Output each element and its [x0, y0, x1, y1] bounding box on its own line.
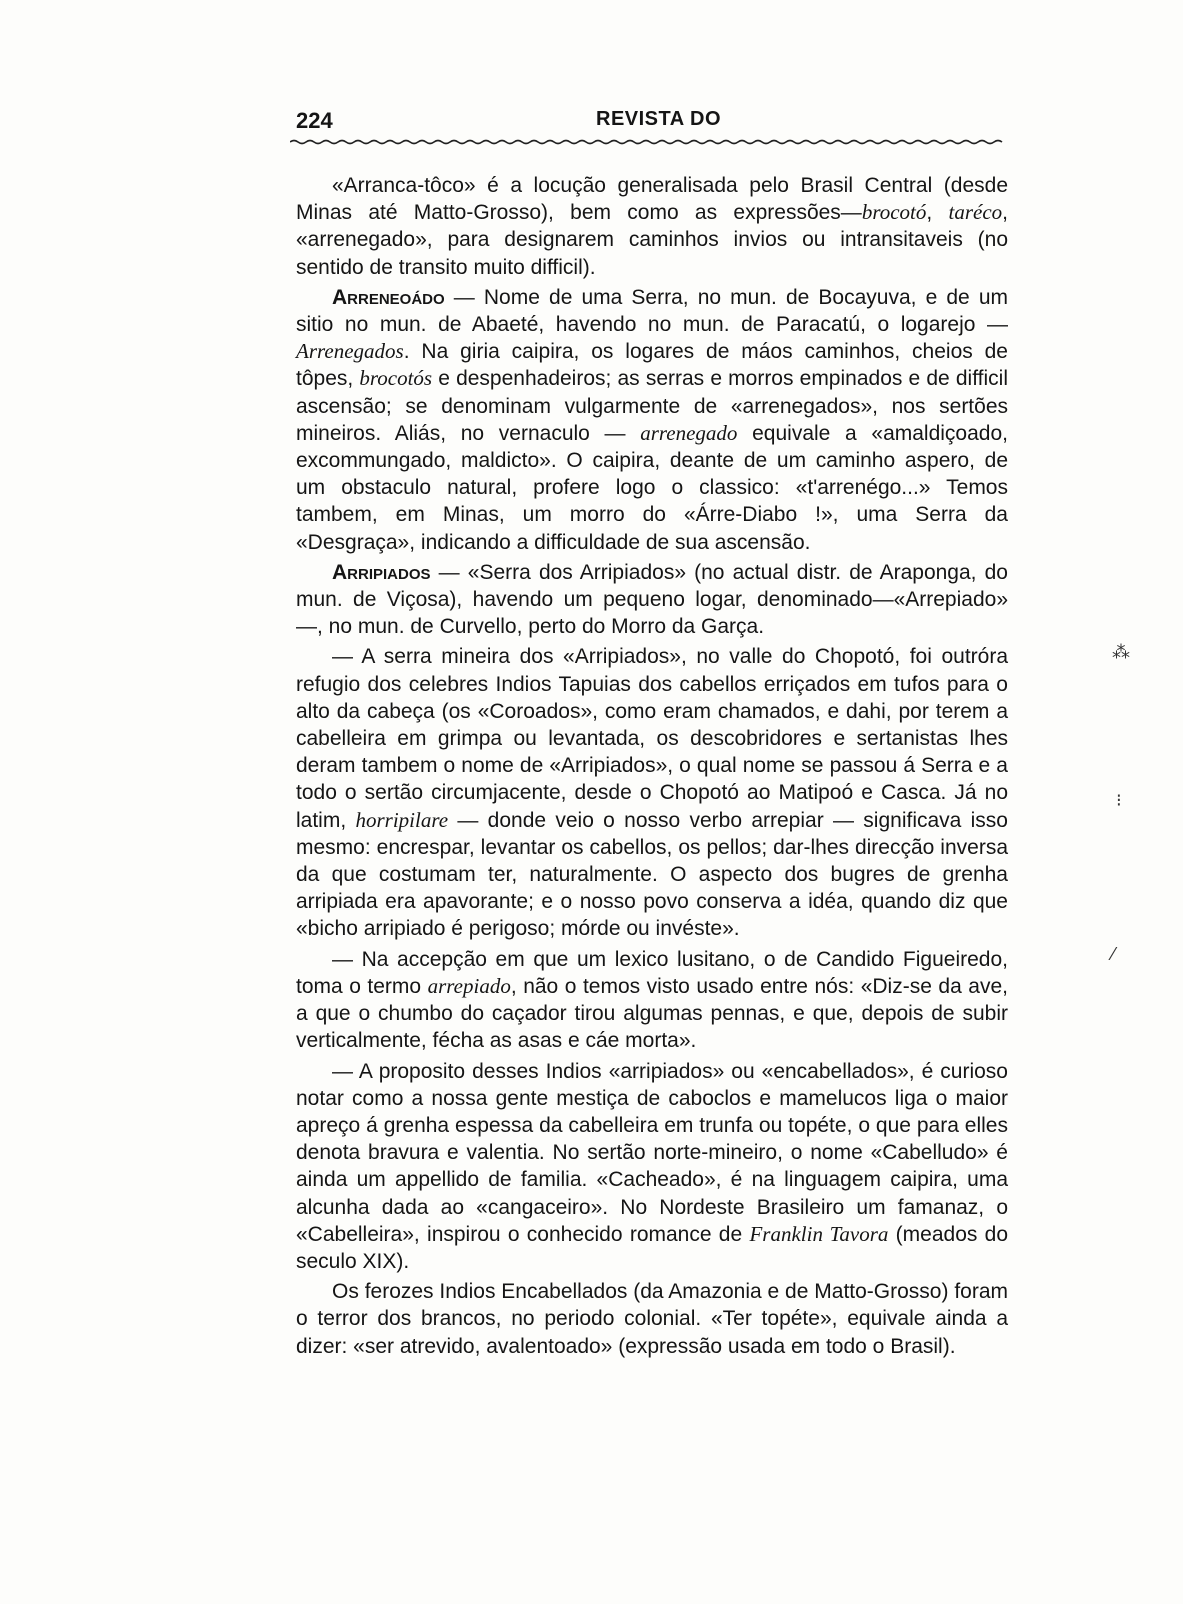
text-run: e despenhadeiros; as serras e morros empinados e de difficil ascensão; se denominam vulgarmente de «arrenegados», nos sertões mineiros. Aliás, no vernaculo — [296, 367, 1008, 445]
paragraph [296, 1058, 1008, 1276]
paragraph [296, 172, 1008, 281]
paragraph [296, 643, 1008, 942]
text-run: , [926, 201, 949, 225]
text-run: , «arrenegado», para designarem caminhos invios ou intransitaveis (no sentido de transito muito difficil). [296, 201, 1009, 279]
body-text [296, 172, 1008, 1363]
text-run: — A serra mineira dos «Arripiados», no valle do Chopotó, foi outróra refugio dos celebres Indios Tapuias dos cabellos erriçados em tufos para o alto da cabeça (os «Coroados», como eram chamados, e dahi, por terem a cabelleira em grimpa ou levantada, os descobridores e sertanistas lhes deram tambem o nome de «Arripiados», o qual nome se passou á Serra e a todo o sertão circumjacente, desde o Chopotó ao Matipoó e Casca. Já no latim, [296, 645, 1008, 832]
margin-mark: ⁂ [1112, 642, 1130, 662]
italic-term: Arrenegados [296, 339, 404, 364]
entry-headword: Arreneoádo [332, 285, 445, 309]
italic-term: arrepiado [427, 973, 511, 998]
text-run: — Nome de uma Serra, no mun. de Bocayuva, e de um sitio no mun. de Abaeté, havendo no mun. de Paracatú, o logarejo — [296, 285, 1008, 337]
header-rule [290, 139, 1006, 145]
running-title: REVISTA DO [596, 108, 722, 130]
margin-mark: ⁝ [1116, 790, 1122, 810]
italic-term: taréco [948, 200, 1003, 225]
italic-term: brocotó [861, 200, 927, 225]
entry-headword: Arripiados [332, 560, 431, 584]
page-number: 224 [296, 108, 333, 133]
text-run: , não o temos visto usado entre nós: «Diz-se da ave, a que o chumbo do caçador tirou algumas pennas, e que, depois de subir verticalmente, fécha as asas e cáe morta». [296, 974, 1008, 1053]
paragraph [296, 946, 1008, 1055]
text-run: — A proposito desses Indios «arripiados» ou «encabellados», é curioso notar como a nossa gente mestiça de caboclos e mamelucos liga o maior apreço á grenha espessa da cabelleira em trunfa ou topéte, o que para elles denota bravura e valentia. No sertão norte-mineiro, o nome «Cabelludo» é ainda um appellido de familia. «Cacheado», é na linguagem caipira, uma alcunha dada ao «cangaceiro». No Nordeste Brasileiro um famanaz, o «Cabelleira», inspirou o conhecido romance de [296, 1059, 1008, 1246]
text-run: — «Serra dos Arripiados» (no actual distr. de Araponga, do mun. de Viçosa), havendo um pequeno logar, denominado—«Arrepiado» —, no mun. de Curvello, perto do Morro da Garça. [296, 560, 1008, 639]
text-run: . Na giria caipira, os logares de máos caminhos, cheios de tôpes, [296, 340, 1008, 391]
italic-term: brocotós [359, 366, 433, 391]
text-run: «Arranca-tôco» é a locução generalisada pelo Brasil Central (desde Minas até Matto-Grosso), bem como as expressões— [296, 174, 1008, 225]
margin-mark: ⁄ [1112, 944, 1116, 964]
text-run: — Na accepção em que um lexico lusitano, o de Candido Figueiredo, toma o termo [296, 947, 1008, 998]
text-run: Os ferozes Indios Encabellados (da Amazonia e de Matto-Grosso) foram o terror dos brancos, no periodo colonial. «Ter topéte», equivale ainda a dizer: «ser atrevido, avalentoado» (expressão usada em todo o Brasil). [296, 1280, 1008, 1358]
text-run: (meados do seculo XIX). [296, 1222, 1009, 1273]
page-header [296, 108, 1008, 142]
italic-term: horripilare [355, 807, 449, 832]
paragraph [296, 284, 1008, 556]
italic-term: arrenegado [640, 420, 738, 445]
text-run: equivale a «amaldiçoado, excommungado, maldicto». O caipira, deante de um caminho aspero, de um obstaculo natural, profere logo o classico: «t'arrenégo...» Temos tambem, em Minas, um morro do «Árre-Diabo !», uma Serra da «Desgraça», indicando a difficuldade de sua ascensão. [296, 421, 1008, 554]
text-run: — donde veio o nosso verbo arrepiar — significava isso mesmo: encrespar, levantar os cabellos, os pellos; dar-lhes direcção inversa da que costumam ter, naturalmente. O aspecto dos bugres de grenha arripiada era apavorante; e o nosso povo conserva a idéa, quando diz que «bicho arripiado é perigoso; mórde ou invéste». [296, 808, 1008, 941]
italic-term: Franklin Tavora [749, 1221, 889, 1246]
paragraph [296, 1278, 1008, 1360]
paragraph [296, 559, 1008, 641]
